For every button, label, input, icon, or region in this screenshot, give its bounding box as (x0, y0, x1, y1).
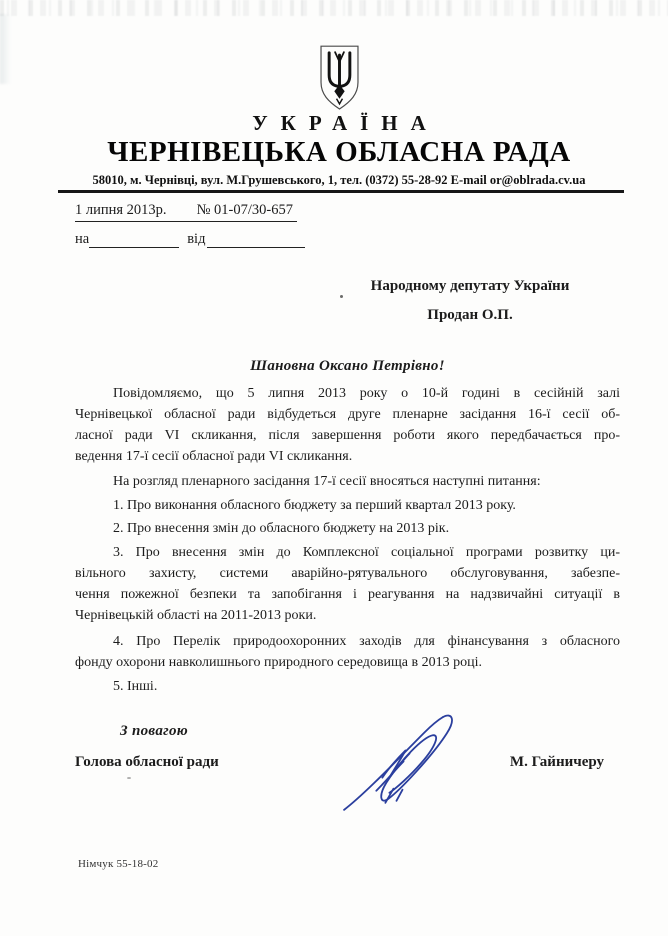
agenda-item (75, 518, 620, 539)
organization-name: ЧЕРНІВЕЦЬКА ОБЛАСНА РАДА (107, 136, 571, 168)
country-name: УКРАЇНА (252, 111, 439, 135)
agenda-item-line: 1. Про виконання обласного бюджету за перший квартал 2013 року. (113, 498, 516, 513)
agenda-item-line: вільного захисту, системи аварійно-рятувального обслуговування, забезпе- (75, 566, 620, 581)
addressee-title: Народному депутату України (370, 278, 570, 294)
agenda-item-line: Чернівецькій області на 2011-2013 роки. (75, 608, 317, 623)
scan-noise-artifact (0, 0, 668, 16)
agenda-item-line: 2. Про внесення змін до обласного бюджету на 2013 рік. (113, 521, 450, 536)
agenda-item (75, 676, 620, 697)
paragraph-line: ведення 17-ї сесії обласної ради VI скликання. (75, 449, 353, 464)
letter-date: 1 липня 2013р. (75, 202, 167, 218)
agenda-item-line: чення пожежної безпеки та запобігання і реагування на надзвичайні ситуації в (75, 587, 620, 602)
reply-on-label: на (75, 231, 90, 247)
addressee-block (352, 276, 588, 326)
letterhead-address: 58010, м. Чернівці, вул. М.Грушевського, 1, тел. (0372) 55-28-92 E-mail or@oblrada.cv.ua (92, 173, 586, 187)
reply-on-blank-field (89, 233, 179, 248)
addressee-name: Продан О.П. (427, 307, 513, 323)
reply-from-label: від (187, 231, 206, 247)
agenda-item (75, 542, 620, 626)
executor-footer-note: Німчук 55-18-02 (78, 858, 159, 870)
salutation: Шановна Оксано Петрівно! (250, 358, 445, 374)
reference-line (75, 202, 297, 222)
signer-name: М. Гайничеру (509, 754, 604, 770)
ukraine-trident-shield-icon (317, 44, 362, 112)
letter-body (75, 356, 620, 778)
scan-smudge-artifact (0, 14, 14, 84)
date-and-number-field (75, 202, 297, 222)
agenda-item-line: 3. Про внесення змін до Комплексної соціальної програми розвитку ци- (113, 545, 620, 560)
reply-from-blank-field (207, 233, 305, 248)
paragraph-line: ласної ради VI скликання, після завершення роботи якого передбачається про- (75, 428, 620, 443)
letterhead-divider (58, 190, 624, 193)
signature-row (75, 752, 620, 778)
agenda-item-line: 4. Про Перелік природоохоронних заходів для фінансування з обласного (113, 634, 620, 649)
signature-ink (338, 710, 464, 816)
paragraph-line: Чернівецької обласної ради відбудеться друге пленарне засідання 16-ї сесії об- (75, 407, 620, 422)
scan-dot-artifact (340, 295, 343, 298)
agenda-item (75, 495, 620, 516)
agenda-intro: На розгляд пленарного засідання 17-ї сесії вносяться наступні питання: (113, 474, 541, 489)
agenda-item-line: фонду охорони навколишнього природного середовища в 2013 році. (75, 655, 482, 670)
closing-regards: З повагою (120, 723, 189, 739)
reply-reference-line (75, 231, 305, 248)
paragraph-line: Повідомляємо, що 5 липня 2013 року о 10-й годині в сесійній залі (113, 386, 620, 401)
body-paragraph (75, 383, 620, 467)
agenda-item-line: 5. Інші. (113, 679, 158, 694)
agenda-item (75, 631, 620, 673)
signer-position: Голова обласної ради (75, 754, 219, 770)
letter-number: № 01-07/30-657 (196, 202, 293, 218)
